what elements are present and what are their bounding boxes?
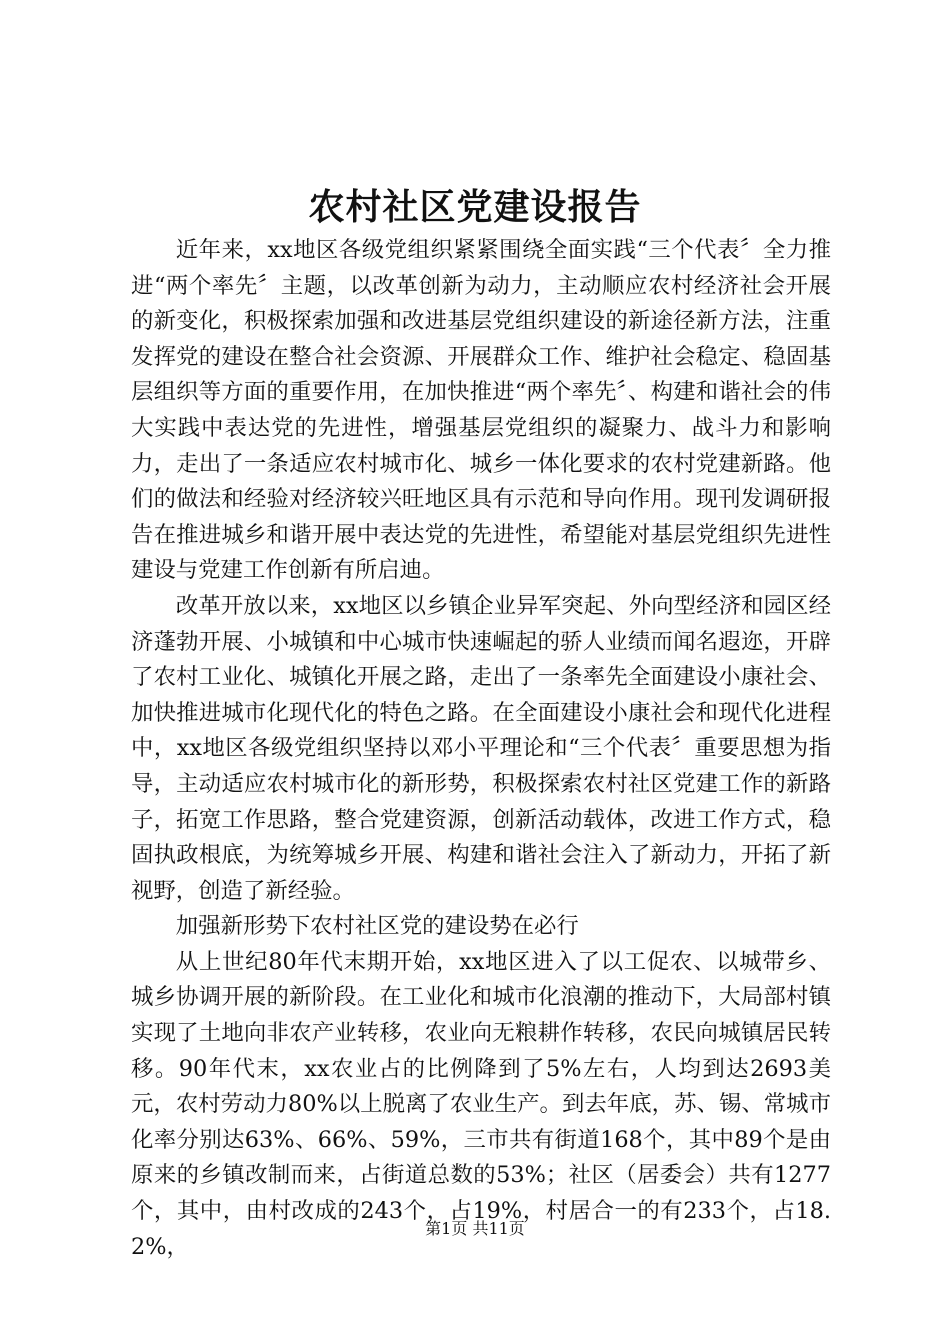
paragraph-reform: 改革开放以来，xx地区以乡镇企业异军突起、外向型经济和园区经济蓬勃开展、小城镇和中心城市快速崛起的骄人业绩而闻名遐迩，开辟了农村工业化、城镇化开展之路，走出了一条率先全面建设小康社会、加快推进城市化现代化的特色之路。在全面建设小康社会和现代化进程中，xx地区各级党组织坚持以邓小平理论和“三个代表〞重要思想为指导，主动适应农村城市化的新形势，积极探索农村社区党建工作的新路子，拓宽工作思路，整合党建资源，创新活动载体，改进工作方式，稳固执政根底，为统筹城乡开展、构建和谐社会注入了新动力，开拓了新视野，创造了新经验。 [131, 592, 831, 904]
paragraph-history: 从上世纪80年代末期开始，xx地区进入了以工促农、以城带乡、城乡协调开展的新阶段。在工业化和城市化浪潮的推动下，大局部村镇实现了土地向非农产业转移，农业向无粮耕作转移，农民向城镇居民转移。90年代末，xx农业占的比例降到了5%左右，人均到达2693美元，农村劳动力80%以上脱离了农业生产。到去年底，苏、锡、常城市化率分别达63%、66%、59%，三市共有街道168个，其中89个是由原来的乡镇改制而来，占街道总数的53%；社区（居委会）共有1277个，其中，由村改成的243个，占19%，村居合一的有233个，占18.2%， [131, 948, 831, 1260]
document-title: 农村社区党建设报告 [308, 186, 642, 228]
section-heading: 加强新形势下农村社区党的建设势在必行 [175, 913, 579, 940]
paragraph-intro: 近年来，xx地区各级党组织紧紧围绕全面实践“三个代表〞全力推进“两个率先〞主题，以改革创新为动力，主动顺应农村经济社会开展的新变化，积极探索加强和改进基层党组织建设的新途径新方法，注重发挥党的建设在整合社会资源、开展群众工作、维护社会稳定、稳固基层组织等方面的重要作用，在加快推进“两个率先〞、构建和谐社会的伟大实践中表达党的先进性，增强基层党组织的凝聚力、战斗力和影响力，走出了一条适应农村城市化、城乡一体化要求的农村党建新路。他们的做法和经验对经济较兴旺地区具有示范和导向作用。现刊发调研报告在推进城乡和谐开展中表达党的先进性，希望能对基层党组织先进性建设与党建工作创新有所启迪。 [131, 237, 831, 584]
page-number-footer: 第1页 共11页 [425, 1219, 525, 1238]
document-body [131, 233, 831, 1265]
